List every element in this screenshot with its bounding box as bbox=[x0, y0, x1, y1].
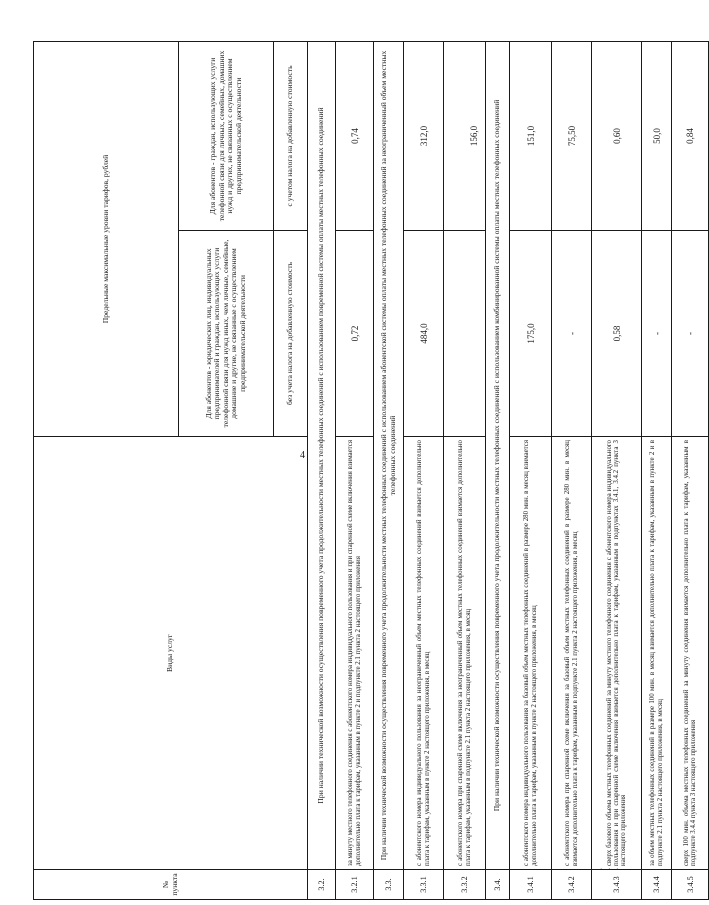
page-number: 4 bbox=[300, 450, 305, 461]
table-row bbox=[444, 41, 486, 899]
row-number: 3.2.1 bbox=[336, 870, 374, 900]
section-title: При наличии технической возможности осуществления повременного учета продолжительности местных телефонных соединений с использованием комбинированной системы оплаты местных телефонных соединений bbox=[486, 41, 510, 869]
table-row bbox=[374, 41, 404, 899]
tariff-citizens: 0,74 bbox=[336, 41, 374, 230]
service-description: с абонентского номера при спаренной схеме включения за неограниченный объем местных телефонных соединений взимается дополнительно плата к тарифам, указанным в подпункте 2.1 пункта 2 настоящего приложения, в месяц bbox=[444, 437, 486, 870]
table-row bbox=[672, 41, 709, 899]
tariff-citizens: 0,60 bbox=[592, 41, 642, 230]
row-number: 3.2. bbox=[308, 870, 336, 900]
tariff-table bbox=[33, 41, 709, 900]
row-number: 3.4.4 bbox=[642, 870, 672, 900]
section-title: При наличии технической возможности осуществления повременного учета продолжительности местных телефонных соединений с использованием повременной системы оплаты местных телефонных соединений bbox=[308, 41, 336, 869]
row-number: 3.3.2 bbox=[444, 870, 486, 900]
service-description: за объем местных телефонных соединений в размере 100 мин. в месяц взимается дополнительно плата к тарифам, указанным в пункте 2 и в подпункте 2.1 пункта 2 настоящего приложения, в месяц bbox=[642, 437, 672, 870]
table-row bbox=[486, 41, 510, 899]
service-description: за минуту местного телефонного соединения с абонентского номера индивидуального пользования и при спаренной схеме включения взимается дополнительно плата к тарифам, указанным в пункте 2 и подпункте 2.1 пункта 2 настоящего приложения bbox=[336, 437, 374, 870]
row-number: 3.3.1 bbox=[404, 870, 444, 900]
section-title: При наличии технической возможности осуществления повременного учета продолжительности местных телефонных соединений с использованием абонентской системы оплаты местных телефонных соединений за неограниченный объем местных телефонных соединений bbox=[374, 41, 404, 869]
tariff-legal: 0,72 bbox=[336, 231, 374, 437]
header-legal-vat-note: без учета налога на добавленную стоимость bbox=[274, 231, 308, 437]
service-description: сверх базового объема местных телефонных соединений за минуту местного телефонного соединения с абонентского номера индивидуального пользования и при спаренной схеме включения взимается дополнительно плата к тарифам, указанным в подпунктах 3.4.1, 3.4.2 пункта 3 настоящего приложения bbox=[592, 437, 642, 870]
table-row bbox=[510, 41, 552, 899]
header-number: № пункта bbox=[34, 870, 308, 900]
row-number: 3.4.3 bbox=[592, 870, 642, 900]
tariff-legal: - bbox=[672, 231, 709, 437]
tariff-citizens: 312,0 bbox=[404, 41, 444, 230]
tariff-legal: 484,0 bbox=[404, 231, 444, 437]
row-number: 3.4.5 bbox=[672, 870, 709, 900]
tariff-citizens: 156,0 bbox=[444, 41, 486, 230]
service-description: с абонентского номера индивидуального пользования за базовый объем местных телефонных соединений в размере 280 мин. в месяц взимается дополнительно плата к тарифам, указанным в пункте 2 настоящего приложения, в месяц bbox=[510, 437, 552, 870]
row-number: 3.4. bbox=[486, 870, 510, 900]
header-legal-entities: Для абонентов - юридических лиц, индивидуальных предпринимателей и граждан, использующих услуги телефонной связи для нужд иных, чем личные, семейные, домашние и другие, не связанные с осуществлением предпринимательской деятельности bbox=[179, 231, 274, 437]
header-tariff-limits: Предельные максимальные уровни тарифов, рублей bbox=[34, 41, 179, 436]
table-row bbox=[592, 41, 642, 899]
scan-specks: · · · bbox=[600, 865, 621, 873]
header-service-type: Виды услуг bbox=[34, 437, 308, 870]
table-row bbox=[642, 41, 672, 899]
header-citizens: Для абонентов - граждан, использующих услуги телефонной связи для личных, семейных, домашних нужд и других, не связанных с осуществлением предпринимательской деятельности bbox=[179, 41, 274, 230]
service-description: с абонентского номера индивидуального пользования за неограниченный объем местных телефонных соединений взимается дополнительно плата к тарифам, указанным в пункте 2 настоящего приложения, в месяц bbox=[404, 437, 444, 870]
tariff-legal: - bbox=[552, 231, 592, 437]
table-row bbox=[336, 41, 374, 899]
tariff-citizens: 151,0 bbox=[510, 41, 552, 230]
tariff-legal: 0,58 bbox=[592, 231, 642, 437]
tariff-legal: 175,0 bbox=[510, 231, 552, 437]
tariff-citizens: 0,84 bbox=[672, 41, 709, 230]
header-citizens-vat-note: с учетом налога на добавленную стоимость bbox=[274, 41, 308, 230]
table-row bbox=[404, 41, 444, 899]
table-row bbox=[308, 41, 336, 899]
table-header-row bbox=[34, 41, 179, 899]
table-row bbox=[552, 41, 592, 899]
row-number: 3.4.1 bbox=[510, 870, 552, 900]
service-description: с абонентского номера при спаренной схеме включения за базовый объем местных телефонных соединений в размере 280 мин. в месяц взимается дополнительно плата к тарифам, указанным в подпункте 2.1 пункта 2 настоящего приложения, в месяц bbox=[552, 437, 592, 870]
tariff-sheet bbox=[33, 42, 697, 900]
tariff-legal bbox=[444, 231, 486, 437]
row-number: 3.3. bbox=[374, 870, 404, 900]
row-number: 3.4.2 bbox=[552, 870, 592, 900]
service-description: сверх 100 мин. объема местных телефонных соединений за минуту соединения взимается дополнительно плата к тарифам, указанным в подпункте 3.4.4 пункта 3 настоящего приложения bbox=[672, 437, 709, 870]
tariff-legal: - bbox=[642, 231, 672, 437]
tariff-citizens: 75,50 bbox=[552, 41, 592, 230]
tariff-citizens: 50,0 bbox=[642, 41, 672, 230]
